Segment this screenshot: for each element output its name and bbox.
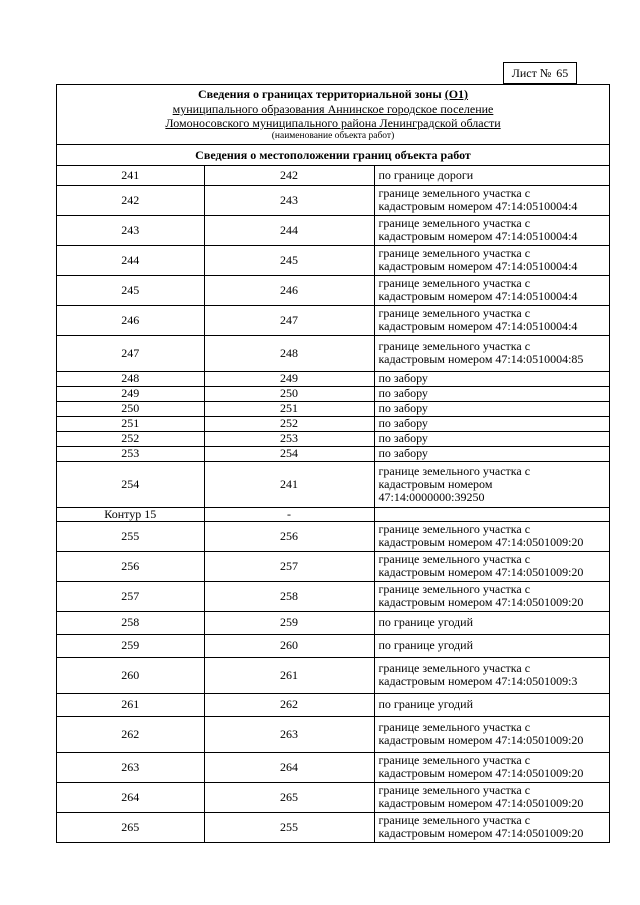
table-row: [57, 245, 609, 275]
point-from: 249: [57, 386, 204, 401]
point-to: 252: [204, 416, 374, 431]
table-row: [57, 461, 609, 507]
point-to: -: [204, 507, 374, 521]
point-to: 249: [204, 371, 374, 386]
boundary-description: границе земельного участка с кадастровым номером 47:14:0501009:20: [374, 782, 609, 812]
boundary-description: границе земельного участка с кадастровым номером 47:14:0510004:4: [374, 245, 609, 275]
point-to: 250: [204, 386, 374, 401]
table-row: [57, 275, 609, 305]
table-row: [57, 634, 609, 657]
point-to: 254: [204, 446, 374, 461]
point-to: 247: [204, 305, 374, 335]
table-row: [57, 446, 609, 461]
point-to: 241: [204, 461, 374, 507]
boundary-description: по границе угодий: [374, 634, 609, 657]
point-from: 262: [57, 716, 204, 752]
boundary-description: по забору: [374, 416, 609, 431]
table-row: [57, 611, 609, 634]
point-from: 251: [57, 416, 204, 431]
point-from: 264: [57, 782, 204, 812]
point-from: Контур 15: [57, 507, 204, 521]
zone-code: (О1): [444, 87, 469, 101]
boundary-description: границе земельного участка с кадастровым номером 47:14:0510004:4: [374, 215, 609, 245]
boundary-description: по забору: [374, 386, 609, 401]
section-title: Сведения о местоположении границ объекта работ: [57, 145, 609, 166]
point-from: 263: [57, 752, 204, 782]
boundary-description: по забору: [374, 371, 609, 386]
boundary-description: границе земельного участка с кадастровым номером 47:14:0000000:39250: [374, 461, 609, 507]
boundary-description: границе земельного участка с кадастровым номером 47:14:0501009:20: [374, 521, 609, 551]
boundary-description: границе земельного участка с кадастровым номером 47:14:0501009:20: [374, 716, 609, 752]
boundary-description: границе земельного участка с кадастровым номером 47:14:0510004:4: [374, 275, 609, 305]
table-row: [57, 521, 609, 551]
point-to: 256: [204, 521, 374, 551]
point-to: 258: [204, 581, 374, 611]
point-from: 259: [57, 634, 204, 657]
table-row: [57, 335, 609, 371]
sheet-number: 65: [556, 65, 569, 80]
table-row: [57, 371, 609, 386]
table-row: [57, 693, 609, 716]
point-from: 256: [57, 551, 204, 581]
table-row: [57, 401, 609, 416]
point-to: 265: [204, 782, 374, 812]
boundary-description: [374, 507, 609, 521]
boundary-description: границе земельного участка с кадастровым номером 47:14:0510004:85: [374, 335, 609, 371]
point-from: 257: [57, 581, 204, 611]
boundary-table: [57, 166, 609, 842]
table-row: [57, 657, 609, 693]
boundary-description: по границе угодий: [374, 611, 609, 634]
point-from: 260: [57, 657, 204, 693]
header-note: (наименование объекта работ): [271, 131, 395, 141]
point-from: 258: [57, 611, 204, 634]
table-row: [57, 581, 609, 611]
point-from: 243: [57, 215, 204, 245]
boundary-description: границе земельного участка с кадастровым номером 47:14:0501009:20: [374, 812, 609, 842]
point-to: 248: [204, 335, 374, 371]
point-from: 241: [57, 166, 204, 185]
point-from: 265: [57, 812, 204, 842]
point-to: 244: [204, 215, 374, 245]
table-row: [57, 305, 609, 335]
boundary-description: границе земельного участка с кадастровым номером 47:14:0501009:20: [374, 752, 609, 782]
point-from: 252: [57, 431, 204, 446]
boundary-description: границе земельного участка с кадастровым номером 47:14:0501009:3: [374, 657, 609, 693]
point-to: 245: [204, 245, 374, 275]
point-from: 253: [57, 446, 204, 461]
point-from: 261: [57, 693, 204, 716]
point-to: 259: [204, 611, 374, 634]
table-row: [57, 215, 609, 245]
point-to: 242: [204, 166, 374, 185]
point-to: 255: [204, 812, 374, 842]
table-row: [57, 416, 609, 431]
point-to: 261: [204, 657, 374, 693]
boundary-description: по границе угодий: [374, 693, 609, 716]
header-title-text: Сведения о границах территориальной зоны: [197, 87, 442, 101]
point-to: 263: [204, 716, 374, 752]
header-line-2: Ломоносовского муниципального района Ленинградской области: [165, 116, 501, 130]
boundary-description: границе земельного участка с кадастровым номером 47:14:0501009:20: [374, 581, 609, 611]
point-from: 245: [57, 275, 204, 305]
boundary-description: по забору: [374, 446, 609, 461]
point-from: 246: [57, 305, 204, 335]
boundary-description: границе земельного участка с кадастровым номером 47:14:0510004:4: [374, 305, 609, 335]
point-from: 254: [57, 461, 204, 507]
table-row: [57, 716, 609, 752]
point-to: 253: [204, 431, 374, 446]
table-row: [57, 166, 609, 185]
header-line-1: муниципального образования Аннинское городское поселение: [172, 102, 494, 116]
document-frame: [56, 84, 610, 843]
boundary-description: по забору: [374, 431, 609, 446]
header-title: [57, 87, 609, 102]
sheet-number-box: [503, 62, 577, 84]
sheet-label: Лист №: [511, 65, 552, 80]
point-to: 257: [204, 551, 374, 581]
point-to: 251: [204, 401, 374, 416]
table-row: [57, 386, 609, 401]
point-to: 243: [204, 185, 374, 215]
point-to: 260: [204, 634, 374, 657]
table-row: [57, 551, 609, 581]
point-from: 255: [57, 521, 204, 551]
table-row: [57, 812, 609, 842]
point-from: 242: [57, 185, 204, 215]
document-header: [57, 85, 609, 145]
table-row: [57, 782, 609, 812]
table-row: [57, 507, 609, 521]
point-from: 244: [57, 245, 204, 275]
point-from: 250: [57, 401, 204, 416]
table-row: [57, 431, 609, 446]
boundary-description: границе земельного участка с кадастровым номером 47:14:0510004:4: [374, 185, 609, 215]
point-from: 247: [57, 335, 204, 371]
boundary-description: границе земельного участка с кадастровым номером 47:14:0501009:20: [374, 551, 609, 581]
boundary-description: по забору: [374, 401, 609, 416]
table-row: [57, 185, 609, 215]
point-to: 264: [204, 752, 374, 782]
point-to: 246: [204, 275, 374, 305]
boundary-description: по границе дороги: [374, 166, 609, 185]
point-from: 248: [57, 371, 204, 386]
table-row: [57, 752, 609, 782]
point-to: 262: [204, 693, 374, 716]
